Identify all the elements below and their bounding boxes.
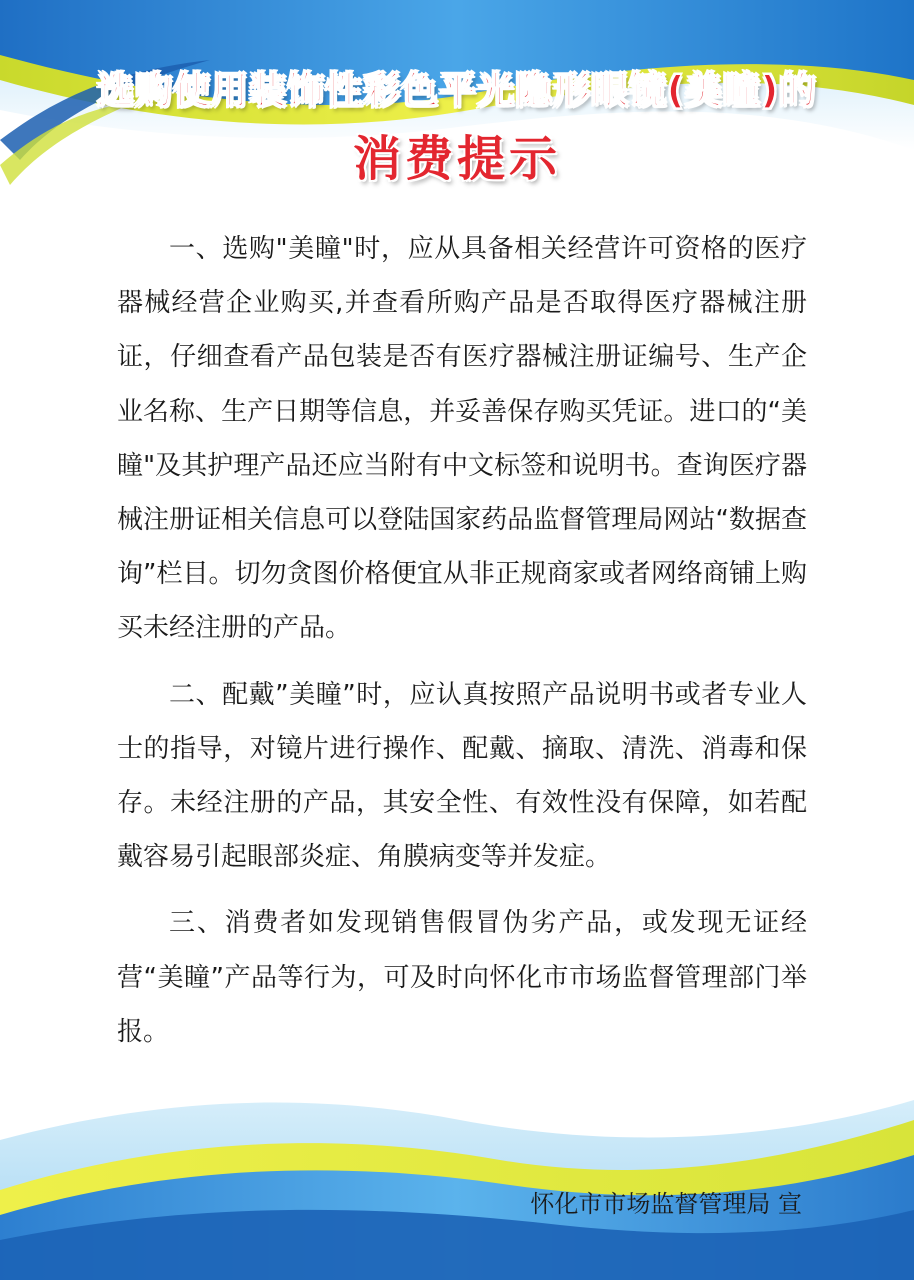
title-area — [0, 60, 914, 189]
notice-body — [117, 222, 807, 1059]
title-main: 选购使用装饰性彩色平光隐形眼镜(美瞳)的 — [97, 69, 817, 112]
paragraph-1: 一、选购"美瞳"时，应从具备相关经营许可资格的医疗器械经营企业购买,并查看所购产品是否取得医疗器械注册证，仔细查看产品包装是否有医疗器械注册证编号、生产企业名称、生产日期等信息，并妥善保存购买凭证。进口的“美瞳"及其护理产品还应当附有中文标签和说明书。查询医疗器械注册证相关信息可以登陆国家药品监督管理局网站“数据查询”栏目。切勿贪图价格便宜从非正规商家或者网络商铺上购买未经注册的产品。 — [117, 234, 807, 644]
title-sub: 消费提示 — [352, 131, 561, 187]
bottom-wave-decoration — [0, 1080, 914, 1280]
paragraph-2: 二、配戴”美瞳”时，应认真按照产品说明书或者专业人士的指导，对镜片进行操作、配戴、摘取、清洗、消毒和保存。未经注册的产品，其安全性、有效性没有保障，如若配戴容易引起眼部炎症、角膜病变等并发症。 — [117, 679, 807, 873]
paragraph-3: 三、消费者如发现销售假冒伪劣产品，或发现无证经营“美瞳”产品等行为，可及时向怀化市市场监督管理部门举报。 — [117, 908, 807, 1047]
issuer-signature: 怀化市市场监督管理局 宣 — [530, 1190, 802, 1218]
